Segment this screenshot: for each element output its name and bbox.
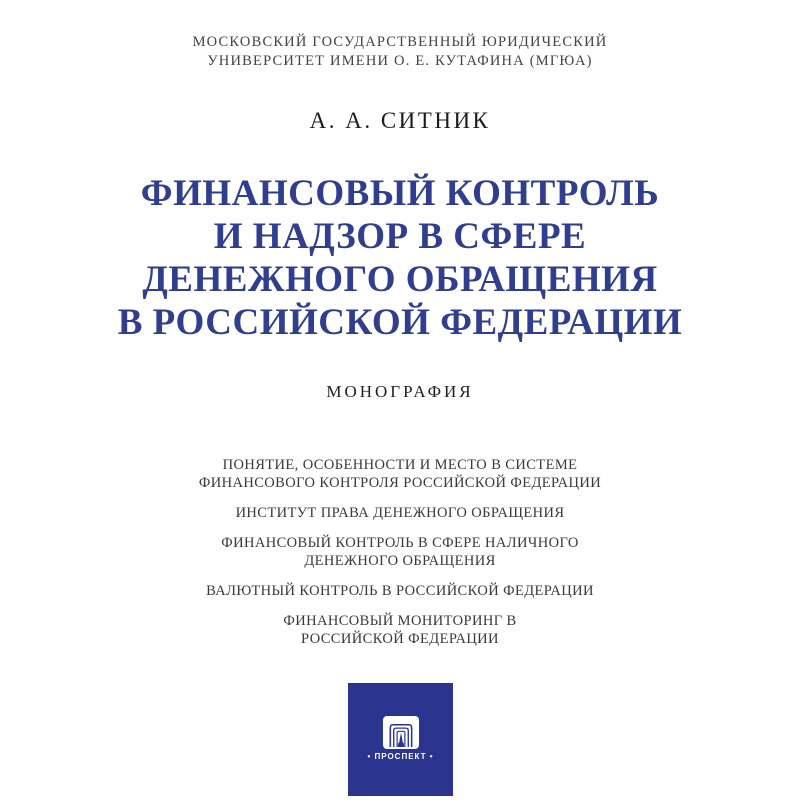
university-name <box>0 33 800 71</box>
publisher-name: • ПРОСПЕКТ • <box>367 752 434 761</box>
topics-list <box>0 456 800 660</box>
title-line: И НАДЗОР В СФЕРЕ <box>213 216 587 257</box>
topic-item: ФИНАНСОВЫЙ МОНИТОРИНГ В РОССИЙСКОЙ ФЕДЕРАЦИИ <box>283 613 517 647</box>
title-line: В РОССИЙСКОЙ ФЕДЕРАЦИИ <box>117 302 683 343</box>
university-line-1: МОСКОВСКИЙ ГОСУДАРСТВЕННЫЙ ЮРИДИЧЕСКИЙ <box>192 34 608 50</box>
book-title <box>0 172 800 344</box>
topic-item: ФИНАНСОВЫЙ КОНТРОЛЬ В СФЕРЕ НАЛИЧНОГО ДЕНЕЖНОГО ОБРАЩЕНИЯ <box>221 535 579 569</box>
prospekt-gate-icon <box>383 716 419 749</box>
topic-item: ИНСТИТУТ ПРАВА ДЕНЕЖНОГО ОБРАЩЕНИЯ <box>235 505 565 521</box>
topic-item: ПОНЯТИЕ, ОСОБЕННОСТИ И МЕСТО В СИСТЕМЕ ФИНАНСОВОГО КОНТРОЛЯ РОССИЙСКОЙ ФЕДЕРАЦИИ <box>198 457 602 491</box>
subtitle-monograph: МОНОГРАФИЯ <box>326 382 474 401</box>
publisher-logo <box>348 683 453 796</box>
title-line: ДЕНЕЖНОГО ОБРАЩЕНИЯ <box>142 259 658 300</box>
university-line-2: УНИВЕРСИТЕТ ИМЕНИ О. Е. КУТАФИНА (МГЮА) <box>207 53 593 69</box>
prospekt-emblem-icon <box>383 716 419 749</box>
title-line: ФИНАНСОВЫЙ КОНТРОЛЬ <box>140 173 660 214</box>
topic-item: ВАЛЮТНЫЙ КОНТРОЛЬ В РОССИЙСКОЙ ФЕДЕРАЦИИ <box>206 583 594 599</box>
author-name: А. А. СИТНИК <box>309 108 491 133</box>
